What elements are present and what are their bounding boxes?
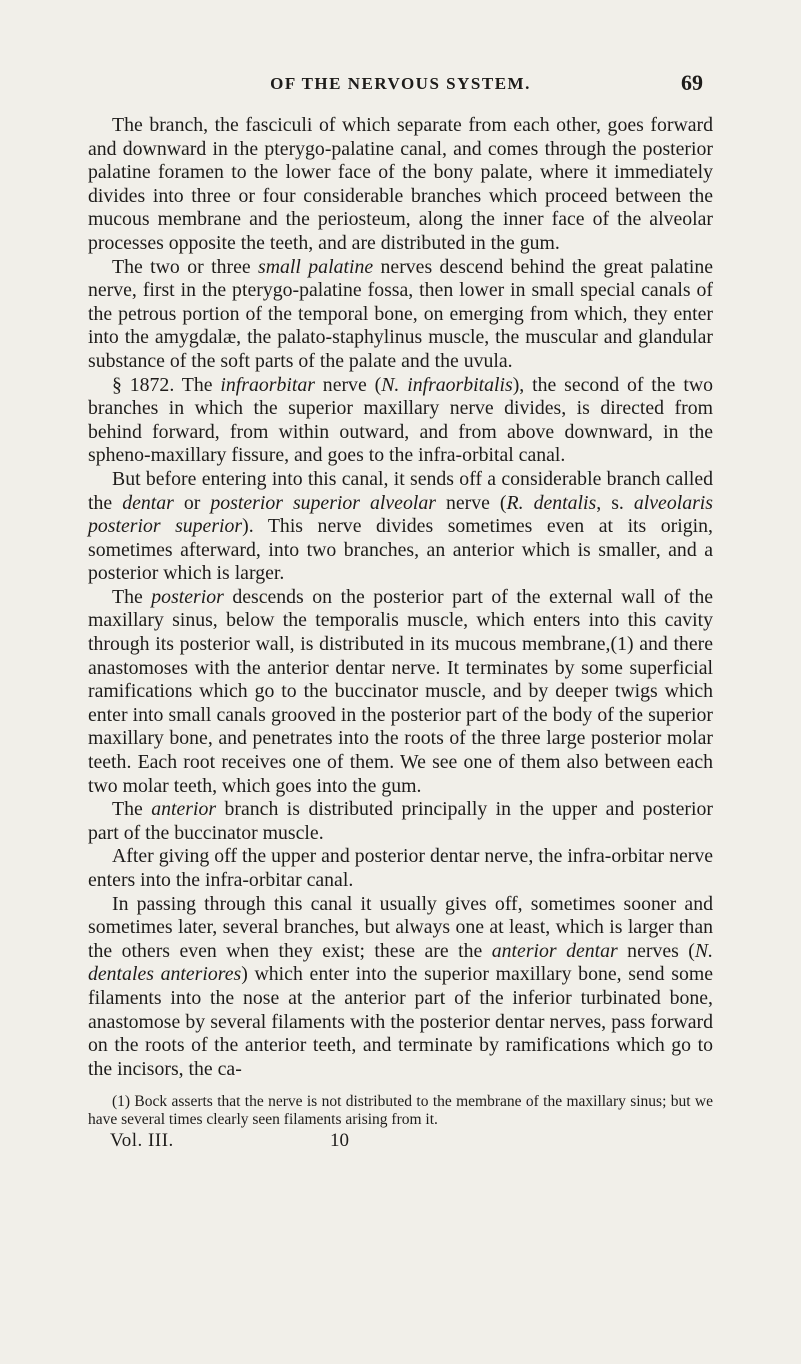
term-dentar: dentar — [122, 491, 174, 514]
paragraph-1: The branch, the fasciculi of which separate from each other, goes forward and downward in the pterygo-palatine canal, and comes through the posterior palatine foramen to the lower face of the bony palate, where it immediately divides into three or four considerable branches which proceed between the mucous membrane and the periosteum, along the inner face of the alveolar processes opposite the teeth, and are distributed in the gum. — [88, 114, 713, 254]
term-posterior-superior-alveolar: posterior superior alveolar — [210, 491, 436, 514]
paragraph-7: After giving off the upper and posterior dentar nerve, the infra-orbitar nerve enters into the infra-orbitar canal. — [88, 845, 713, 891]
term-alveolaris-posterior-superior: alveolaris posterior superior — [88, 491, 713, 538]
paragraph-2: The two or three small palatine nerves descend behind the great palatine nerve, first in the pterygo-palatine fossa, then lower in small special canals of the petrous portion of the temporal bone, on emerging from which, they enter into the amygdalæ, the palato-staphylinus muscle, the muscular and glandular substance of the soft parts of the palate and the uvula. — [88, 255, 713, 372]
volume-label: Vol. III. — [110, 1130, 174, 1152]
term-r-dentalis: R. dentalis — [506, 491, 597, 514]
term-n-dentales-anteriores: N. dentales anteriores — [88, 939, 714, 986]
body-text — [88, 114, 713, 1081]
signature-number: 10 — [330, 1130, 349, 1152]
paragraph-4: But before entering into this canal, it sends off a considerable branch called the dentar or posterior superior alveolar nerve (R. dentalis, s. alveolaris posterior superior). This nerve divides sometimes even at its origin, sometimes afterward, into two branches, an anterior which is smaller, and a posterior which is larger. — [88, 467, 713, 585]
paragraph-8: In passing through this canal it usually gives off, sometimes sooner and sometimes later, several branches, but always one at least, which is larger than the others even when they exist; these are the anterior dentar nerves (N. dentales anteriores) which enter into the superior maxillary bone, send some filaments into the nose at the anterior part of the inferior turbinated bone, anastomose by several filaments with the posterior dentar nerves, pass forward on the roots of the anterior teeth, and terminate by ramifications which go to the incisors, the ca- — [88, 892, 714, 1080]
paragraph-6: The anterior branch is distributed principally in the upper and posterior part of the buccinator muscle. — [88, 798, 713, 844]
running-head — [88, 70, 713, 98]
term-n-infraorbitalis: N. infraorbitalis — [381, 373, 513, 396]
page-number: 69 — [681, 70, 703, 95]
term-posterior: posterior — [151, 585, 224, 608]
term-infraorbitar: infraorbitar — [220, 373, 315, 396]
footnote: (1) Bock asserts that the nerve is not distributed to the membrane of the maxillary sinus; but we have several times clearly seen filaments arising from it. — [88, 1093, 713, 1129]
paragraph-3: § 1872. The infraorbitar nerve (N. infraorbitalis), the second of the two branches in which the superior maxillary nerve divides, is directed from behind forward, from within outward, and from above downward, in the spheno-maxillary fissure, and goes to the infra-orbital canal. — [88, 373, 713, 467]
term-small-palatine: small palatine — [258, 255, 374, 278]
paragraph-5: The posterior descends on the posterior part of the external wall of the maxillary sinus, below the temporalis muscle, which enters into this cavity through its posterior wall, is distributed in its mucous membrane,(1) and there anastomoses with the anterior dentar nerve. It terminates by some superficial ramifications which go to the buccinator muscle, and by deeper twigs which enter into small canals grooved in the posterior part of the body of the superior maxillary bone, and penetrates into the roots of the three large posterior molar teeth. Each root receives one of them. We see one of them also between each two molar teeth, which goes into the gum. — [88, 585, 713, 797]
signature-line — [88, 1130, 713, 1154]
term-anterior-dentar: anterior dentar — [491, 939, 618, 962]
term-anterior: anterior — [151, 798, 217, 821]
running-title: OF THE NERVOUS SYSTEM. — [270, 74, 531, 93]
